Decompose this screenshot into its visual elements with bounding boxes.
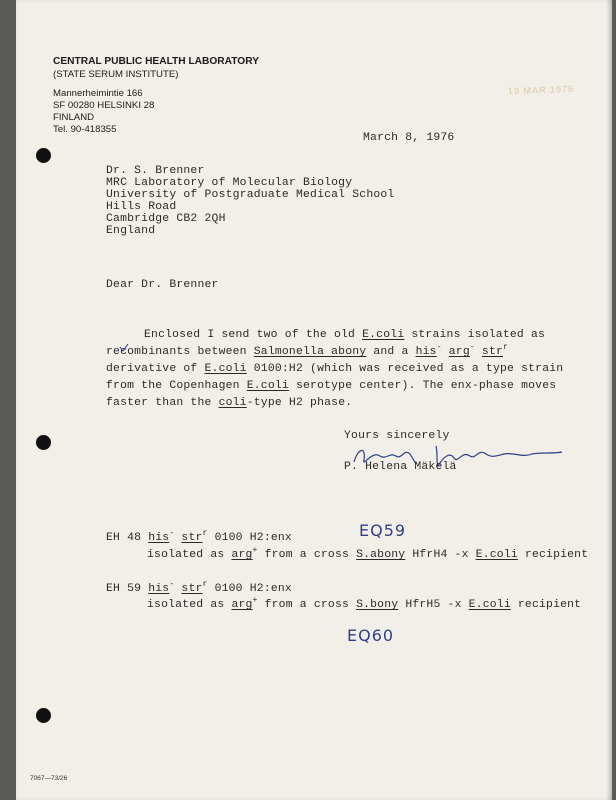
recipient-country: England [106,225,156,237]
body-line-5: faster than the coli-type H2 phase. [106,397,353,409]
letterhead-street: Mannerheimintie 166 [53,88,143,99]
strain-2-line-2: isolated as arg+ from a cross S.bony HfrH5 -x E.coli recipient [147,596,582,611]
body-line-1: Enclosed I send two of the old E.coli strains isolated as [144,329,546,341]
strain-1-line-2: isolated as arg+ from a cross S.abony HfrH4 -x E.coli recipient [147,546,589,561]
letterhead-city: SF 00280 HELSINKI 28 [53,100,155,111]
strain-2-line-1: EH 59 his- str$^r$ 0100 H2:enx [106,580,292,595]
handwritten-label-2: EQ60 [347,626,395,645]
punch-hole [36,708,51,723]
punch-hole [36,435,51,450]
received-stamp: 19 MAR 1976 [507,83,575,97]
letterhead-sub: (STATE SERUM INSTITUTE) [53,69,179,80]
recipient-road: Hills Road [106,201,177,213]
signature-name: P. Helena Mäkelä [344,461,457,473]
closing: Yours sincerely [344,430,450,442]
strain-1-line-1: EH 48 his- str$^r$ 0100 H2:enx [106,529,292,544]
letterhead-tel: Tel. 90-418355 [53,124,117,135]
salutation: Dear Dr. Brenner [106,279,219,291]
recipient-city: Cambridge CB2 2QH [106,213,226,225]
handwritten-label-1: EQ59 [359,521,407,540]
letterhead-country: FINLAND [53,112,95,123]
letter-page [16,0,612,800]
recipient-school: University of Postgraduate Medical School [106,189,395,201]
body-line-2: recombinants between Salmonella abony and a his- arg- str$^r$ [106,343,509,358]
body-line-3: derivative of E.coli 0100:H2 (which was received as a type strain [106,363,564,375]
recipient-name: Dr. S. Brenner [106,165,205,177]
letterhead-org: CENTRAL PUBLIC HEALTH LABORATORY [53,56,260,67]
punch-hole [36,148,51,163]
pen-check-mark [119,339,127,347]
body-line-4: from the Copenhagen E.coli serotype center). The enx-phase moves [106,380,557,392]
recipient-lab: MRC Laboratory of Molecular Biology [106,177,353,189]
footer-code: 7067—73/26 [30,775,68,782]
letter-date: March 8, 1976 [363,132,455,144]
